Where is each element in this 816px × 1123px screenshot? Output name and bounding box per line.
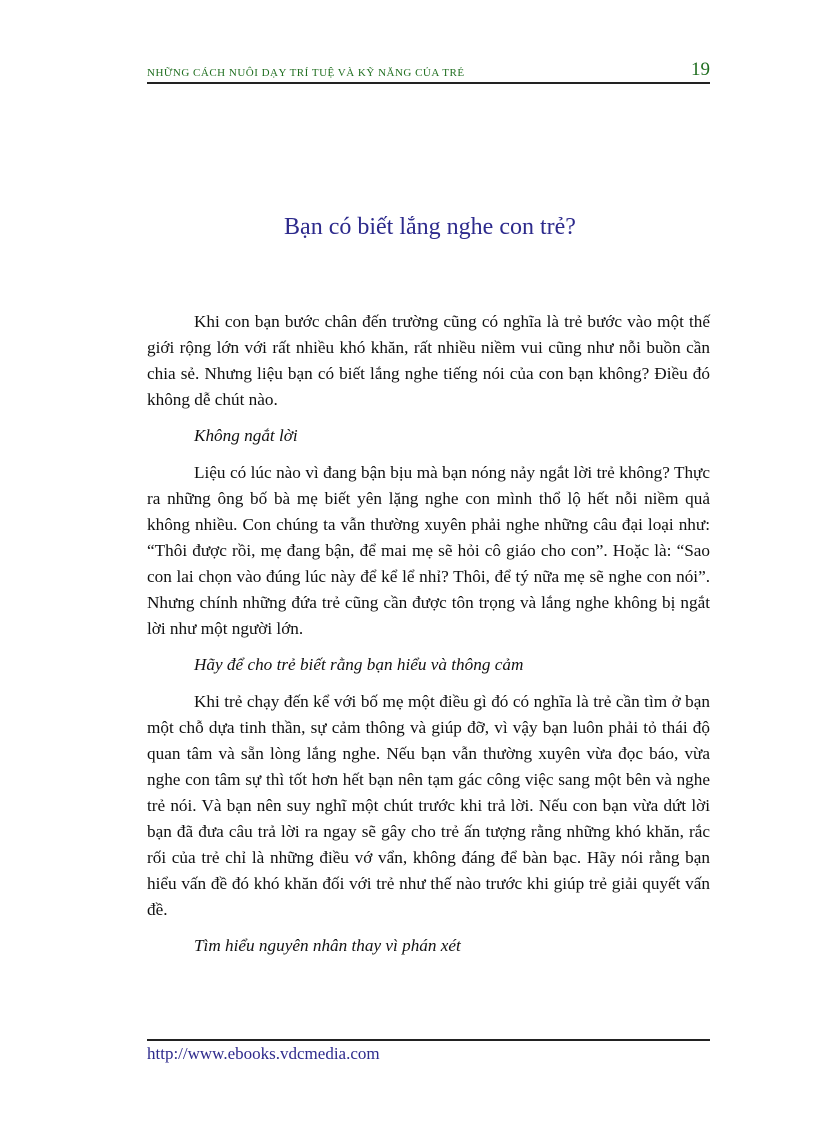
footer-divider [147, 1039, 710, 1041]
page-header [147, 58, 710, 84]
subheading-dont-interrupt: Không ngắt lời [194, 426, 298, 445]
footer-link[interactable]: http://www.ebooks.vdcmedia.com [147, 1044, 380, 1063]
paragraph-intro: Khi con bạn bước chân đến trường cũng có nghĩa là trẻ bước vào một thế giới rộng lớn với rất nhiều khó khăn, rất nhiều niềm vui cũng như nỗi buồn cần chia sẻ. Nhưng liệu bạn có biết lắng nghe tiếng nói của con bạn không? Điều đó không dễ chút nào. [147, 312, 710, 409]
running-title: NHỮNG CÁCH NUÔI DẠY TRÍ TUỆ VÀ KỸ NĂNG CỦA TRẺ [147, 67, 465, 79]
subheading-find-cause: Tìm hiểu nguyên nhân thay vì phán xét [194, 936, 461, 955]
paragraph-understand: Khi trẻ chạy đến kể với bố mẹ một điều gì đó có nghĩa là trẻ cần tìm ở bạn một chỗ dựa tinh thần, sự cảm thông và giúp đỡ, vì vậy bạn luôn phải tỏ thái độ quan tâm và sẵn lòng lắng nghe. Nếu bạn vẫn thường xuyên vừa đọc báo, vừa nghe con tâm sự thì tốt hơn hết bạn nên tạm gác công việc sang một bên và nghe trẻ nói. Và bạn nên suy nghĩ một chút trước khi trả lời. Nếu con bạn vừa dứt lời bạn đã đưa câu trả lời ra ngay sẽ gây cho trẻ ấn tượng rằng những khó khăn, rắc rối của trẻ chỉ là những điều vớ vẩn, không đáng để bàn bạc. Hãy nói rằng bạn hiểu vấn đề đó khó khăn đối với trẻ như thế nào trước khi giúp trẻ giải quyết vấn đề. [147, 692, 710, 919]
paragraph-dont-interrupt: Liệu có lúc nào vì đang bận bịu mà bạn nóng nảy ngắt lời trẻ không? Thực ra những ông bố bà mẹ biết yên lặng nghe con mình thổ lộ hết nỗi niềm quả không nhiều. Con chúng ta vẫn thường xuyên phải nghe những câu đại loại như: “Thôi được rồi, mẹ đang bận, để mai mẹ sẽ hỏi cô giáo cho con”. Hoặc là: “Sao con lai chọn vào đúng lúc này để kể lể nhỉ? Thôi, để tý nữa mẹ sẽ nghe con nói”. Nhưng chính những đứa trẻ cũng cần được tôn trọng và lắng nghe không bị ngắt lời như một người lớn. [147, 463, 710, 638]
chapter-title: Bạn có biết lắng nghe con trẻ? [284, 214, 576, 240]
subheading-understand: Hãy để cho trẻ biết rằng bạn hiểu và thông cảm [194, 655, 524, 674]
page-number: 19 [691, 59, 710, 80]
body-text [147, 309, 710, 970]
